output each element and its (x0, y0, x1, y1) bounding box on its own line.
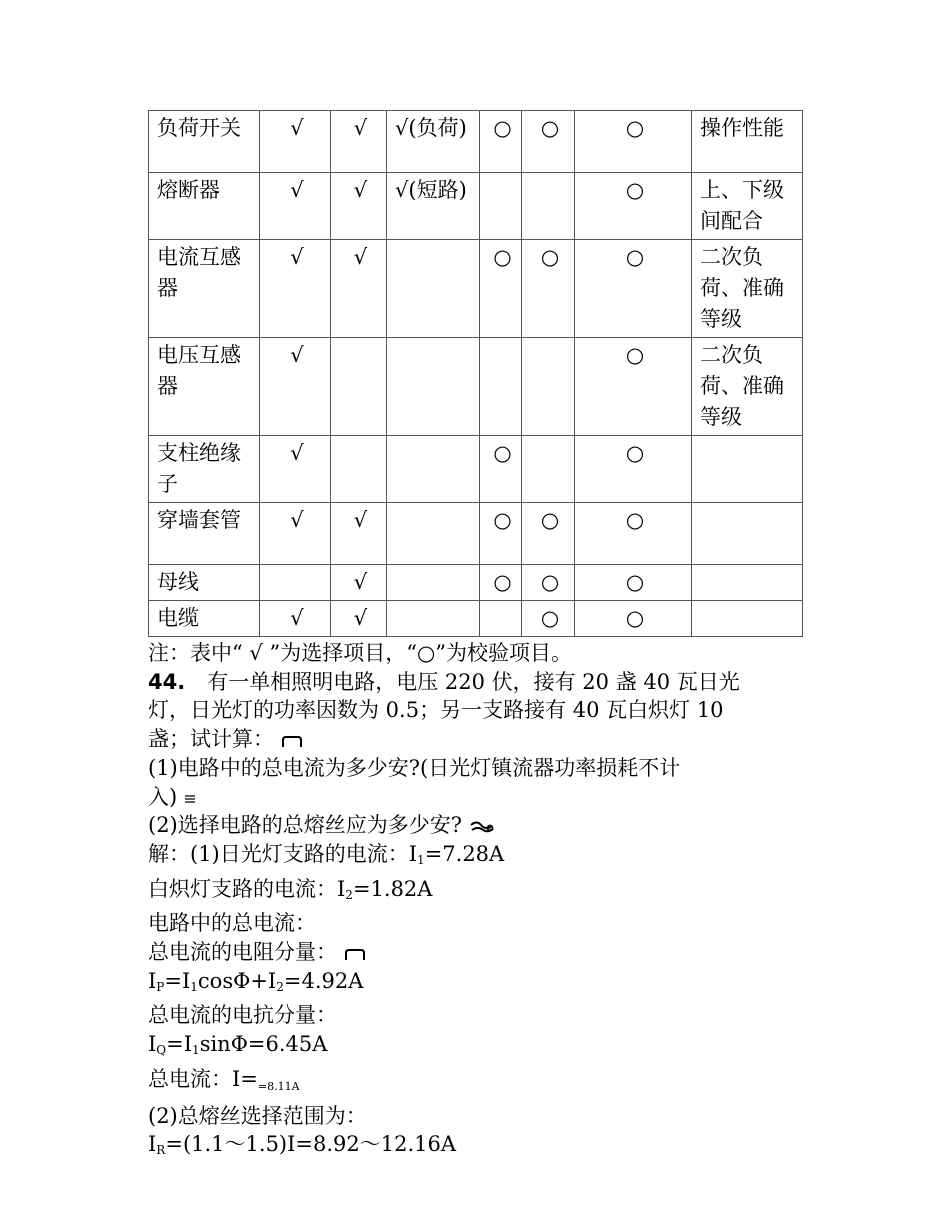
table-cell: ○ (522, 111, 575, 173)
table-cell: √ (260, 173, 331, 240)
equipment-name-cell: 电缆 (149, 601, 260, 637)
solution-line-2: 白炽灯支路的电流：$I_2=1.82A$ (148, 876, 433, 902)
table-cell: √ (260, 240, 331, 338)
question-line-3: 盏；试计算： (148, 725, 808, 754)
question-number: 44. (148, 669, 186, 694)
table-note: 注：表中“ √ ”为选择项目，“○”为校验项目。 (148, 641, 572, 665)
solution-line-9: (2)总熔丝选择范围为： (148, 1103, 367, 1128)
artifact-glyph-icon (344, 947, 366, 961)
table-cell: √ (331, 565, 387, 601)
part2-line: (2)选择电路的总熔丝应为多少安? (148, 811, 808, 840)
table-cell: ○ (575, 111, 692, 173)
table-cell: ○ (575, 338, 692, 436)
solution-line-8: 总电流：I==8.11A (148, 1066, 300, 1093)
equipment-name-cell: 穿墙套管 (149, 503, 260, 565)
table-cell (522, 173, 575, 240)
table-row (149, 338, 803, 436)
table-cell (387, 240, 480, 338)
table-row (149, 173, 803, 240)
equipment-name-cell: 负荷开关 (149, 111, 260, 173)
equipment-selection-table (148, 110, 803, 637)
table-cell (522, 436, 575, 503)
table-cell (387, 338, 480, 436)
scribble-glyph-icon (469, 819, 495, 835)
table-cell: ○ (480, 503, 522, 565)
table-cell (387, 503, 480, 565)
small-equals-icon (184, 792, 196, 804)
table-row (149, 111, 803, 173)
equipment-name-cell: 电流互感器 (149, 240, 260, 338)
table-cell (522, 338, 575, 436)
table-cell: √ (331, 601, 387, 637)
table-row (149, 436, 803, 503)
table-cell: ○ (480, 111, 522, 173)
solution-line-6: 总电流的电抗分量： (148, 1003, 337, 1028)
table-cell: ○ (575, 436, 692, 503)
table-cell (692, 601, 803, 637)
table-cell (387, 601, 480, 637)
table-cell: ○ (522, 240, 575, 338)
table-cell (692, 436, 803, 503)
table-cell (331, 338, 387, 436)
table-row (149, 240, 803, 338)
table-cell: ○ (522, 503, 575, 565)
table-cell: √ (331, 173, 387, 240)
table-cell: ○ (480, 565, 522, 601)
solution-line-4: 总电流的电阻分量： (148, 938, 808, 967)
table-cell: ○ (575, 565, 692, 601)
table-cell: √(短路) (387, 173, 480, 240)
artifact-glyph-icon (281, 734, 303, 748)
table-cell: ○ (575, 503, 692, 565)
document-page (148, 110, 808, 1165)
table-cell: ○ (522, 565, 575, 601)
table-cell (387, 436, 480, 503)
table-row (149, 565, 803, 601)
table-cell: √ (331, 240, 387, 338)
table-cell: ○ (480, 436, 522, 503)
table-cell (260, 565, 331, 601)
table-cell: ○ (480, 240, 522, 338)
part1-line-1: (1)电路中的总电流为多少安?(日光灯镇流器功率损耗不计 (148, 755, 681, 780)
table-cell: √ (331, 111, 387, 173)
table-cell (387, 565, 480, 601)
table-cell (480, 601, 522, 637)
equipment-name-cell: 母线 (149, 565, 260, 601)
table-cell (692, 565, 803, 601)
table-cell (331, 436, 387, 503)
table-row (149, 601, 803, 637)
table-cell: √(负荷) (387, 111, 480, 173)
table-cell: √ (331, 503, 387, 565)
solution-line-1: 解：(1)日光灯支路的电流：$I_1=7.28A$ (148, 841, 505, 867)
part1-line-2: 入) (148, 783, 808, 812)
table-cell: √ (260, 601, 331, 637)
solution-line-5: $I_P=I_1\cos\Phi+I_2=4.92A$ (148, 968, 364, 994)
text-body (148, 639, 808, 1165)
table-cell: √ (260, 436, 331, 503)
table-cell: √ (260, 503, 331, 565)
table-cell: √ (260, 111, 331, 173)
table-cell (692, 503, 803, 565)
table-cell: ○ (575, 173, 692, 240)
table-cell: ○ (575, 601, 692, 637)
table-cell (480, 173, 522, 240)
equipment-name-cell: 电压互感器 (149, 338, 260, 436)
question-line-2: 灯，日光灯的功率因数为 0.5；另一支路接有 40 瓦白炽灯 10 (148, 698, 724, 723)
table-row (149, 503, 803, 565)
table-cell: √ (260, 338, 331, 436)
table-cell: 二次负荷、准确等级 (692, 338, 803, 436)
solution-line-7: $I_Q=I_1\sin\Phi=6.45A$ (148, 1032, 328, 1058)
table-cell (480, 338, 522, 436)
table-cell: 操作性能 (692, 111, 803, 173)
equipment-name-cell: 熔断器 (149, 173, 260, 240)
question-line-1: 44. 有一单相照明电路，电压 220 伏，接有 20 盏 40 瓦日光 (148, 669, 740, 694)
table-cell: 上、下级间配合 (692, 173, 803, 240)
table-cell: ○ (575, 240, 692, 338)
solution-line-10: $I_R=(1.1\sim 1.5)I=8.92\sim 12.16A$ (148, 1132, 457, 1158)
table-cell: 二次负荷、准确等级 (692, 240, 803, 338)
solution-line-3: 电路中的总电流： (148, 911, 316, 936)
table-cell: ○ (522, 601, 575, 637)
equipment-name-cell: 支柱绝缘子 (149, 436, 260, 503)
